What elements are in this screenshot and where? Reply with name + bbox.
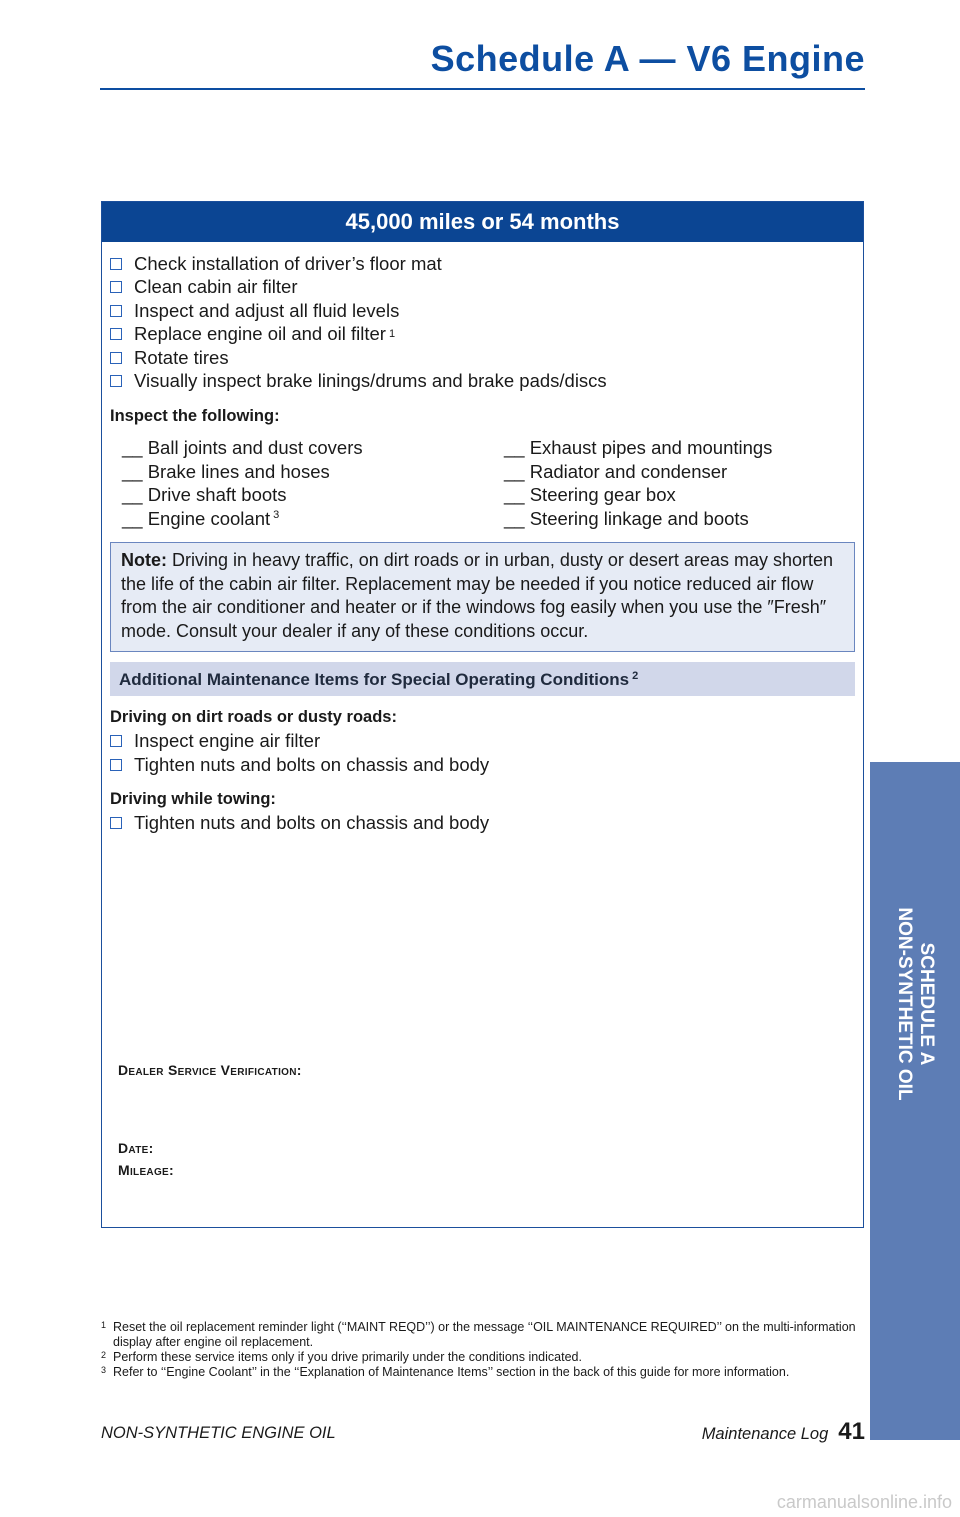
side-tab[interactable] <box>870 762 960 1440</box>
dealer-verification <box>118 1062 302 1178</box>
inspect-item <box>122 507 504 531</box>
note-box <box>110 542 855 652</box>
note-text: Driving in heavy traffic, on dirt roads or in urban, dusty or desert areas may shorten the life of the cabin air filter. Replacement may be needed if you notice reduced air flow from the air conditioner and heater or if the windows fog easily when you use the ″Fresh″ mode. Consult your dealer if any of these conditions occur. <box>121 550 833 641</box>
footer-right <box>702 1418 865 1446</box>
footnote-ref: 3 <box>273 508 280 521</box>
inspect-item-text: __ Exhaust pipes and mountings <box>504 437 773 458</box>
footnote <box>101 1350 865 1365</box>
towing-list <box>110 811 863 835</box>
footnote <box>101 1320 865 1350</box>
checklist-item-text: Tighten nuts and bolts on chassis and body <box>134 812 490 834</box>
inspect-item <box>504 436 834 460</box>
checklist-item[interactable] <box>110 299 863 323</box>
inspect-item-text: __ Brake lines and hoses <box>122 460 330 482</box>
side-tab-line: SCHEDULE A <box>916 942 937 1066</box>
inspect-item-text: __ Steering linkage and boots <box>504 507 749 529</box>
title-rule <box>100 88 865 90</box>
checklist-item[interactable]: Replace engine oil and oil filter 1 <box>110 323 863 347</box>
maintenance-box <box>101 201 864 1228</box>
checklist-item-text: Inspect engine air filter <box>134 730 321 752</box>
checklist-item-text: Inspect and adjust all fluid levels <box>134 299 400 321</box>
inspect-item-text: __ Radiator and condenser <box>504 460 728 482</box>
footnote-text: Refer to ‘‘Engine Coolant’’ in the ‘‘Explanation of Maintenance Items’’ section in the back of this guide for more information. <box>113 1365 790 1379</box>
side-tab-label <box>893 854 937 1154</box>
footnote-number: 3 <box>101 1365 107 1375</box>
footnote-text: Perform these service items only if you drive primarily under the conditions indicated. <box>113 1350 582 1364</box>
interval-heading: 45,000 miles or 54 months <box>102 202 863 242</box>
inspect-item-text: __ Steering gear box <box>504 484 676 506</box>
watermark: carmanualsonline.info <box>776 1492 952 1512</box>
side-tab-line: NON-SYNTHETIC OIL <box>894 907 915 1101</box>
checkbox-icon[interactable] <box>110 352 122 364</box>
checkbox-icon[interactable] <box>110 759 122 771</box>
inspect-item-text: __ Ball joints and dust covers <box>122 437 363 458</box>
checklist-item-text: Replace engine oil and oil filter <box>134 323 386 345</box>
footnote-number: 2 <box>101 1350 107 1360</box>
footnote <box>101 1365 865 1380</box>
inspect-heading: Inspect the following: <box>110 407 280 425</box>
additional-heading-text: Additional Maintenance Items for Special Operating Conditions <box>119 670 630 690</box>
checkbox-icon[interactable] <box>110 281 122 293</box>
checklist-item[interactable] <box>110 729 863 753</box>
checklist <box>110 252 863 393</box>
checklist-item[interactable] <box>110 276 863 300</box>
inspect-item <box>122 460 504 484</box>
inspect-right-column <box>504 436 834 530</box>
inspect-item <box>504 507 834 531</box>
checklist-item[interactable] <box>110 370 863 394</box>
checklist-item[interactable] <box>110 811 863 835</box>
checklist-item-text: Clean cabin air filter <box>134 276 298 298</box>
checkbox-icon[interactable] <box>110 328 122 340</box>
checklist-item[interactable] <box>110 753 863 777</box>
inspect-item <box>504 460 834 484</box>
checklist-item[interactable] <box>110 252 863 276</box>
inspect-item-text: __ Engine coolant <box>122 507 271 529</box>
inspect-item <box>122 436 504 460</box>
footnote-ref: 2 <box>632 669 639 682</box>
footer-section: Maintenance Log <box>701 1425 829 1443</box>
date-label: Date: <box>118 1140 154 1156</box>
checklist-item-text: Visually inspect brake linings/drums and brake pads/discs <box>134 370 607 392</box>
footnotes <box>101 1320 865 1380</box>
note-label: Note: <box>121 550 167 571</box>
dealer-verification-label: Dealer Service Verification: <box>118 1062 302 1078</box>
inspect-item <box>122 483 504 507</box>
footnote-number: 1 <box>101 1320 107 1330</box>
page-number: 41 <box>838 1418 865 1445</box>
checklist-item-text: Rotate tires <box>134 346 229 368</box>
additional-maintenance-heading <box>110 662 855 696</box>
dirt-roads-list <box>110 729 863 776</box>
inspect-item-text: __ Drive shaft boots <box>122 484 287 506</box>
checklist-item-text: Check installation of driver’s floor mat <box>134 252 442 274</box>
footer-left: NON-SYNTHETIC ENGINE OIL <box>101 1424 336 1442</box>
page-title: Schedule A — V6 Engine <box>430 38 865 79</box>
inspect-left-column <box>122 436 504 530</box>
dirt-roads-heading: Driving on dirt roads or dusty roads: <box>110 708 397 727</box>
mileage-label: Mileage: <box>118 1162 174 1178</box>
checklist-item[interactable] <box>110 346 863 370</box>
footnote-text: Reset the oil replacement reminder light (‘‘MAINT REQD’’) or the message ‘‘OIL MAINTENANCE REQUIRED’’ on the multi-information display after engine oil replacement. <box>113 1320 856 1349</box>
checkbox-icon[interactable] <box>110 305 122 317</box>
inspect-grid <box>122 436 863 530</box>
checklist-item-text: Tighten nuts and bolts on chassis and body <box>134 753 490 775</box>
checkbox-icon[interactable] <box>110 375 122 387</box>
checkbox-icon[interactable] <box>110 817 122 829</box>
checkbox-icon[interactable] <box>110 735 122 747</box>
towing-heading: Driving while towing: <box>110 790 276 809</box>
inspect-item <box>504 483 834 507</box>
checkbox-icon[interactable] <box>110 258 122 270</box>
